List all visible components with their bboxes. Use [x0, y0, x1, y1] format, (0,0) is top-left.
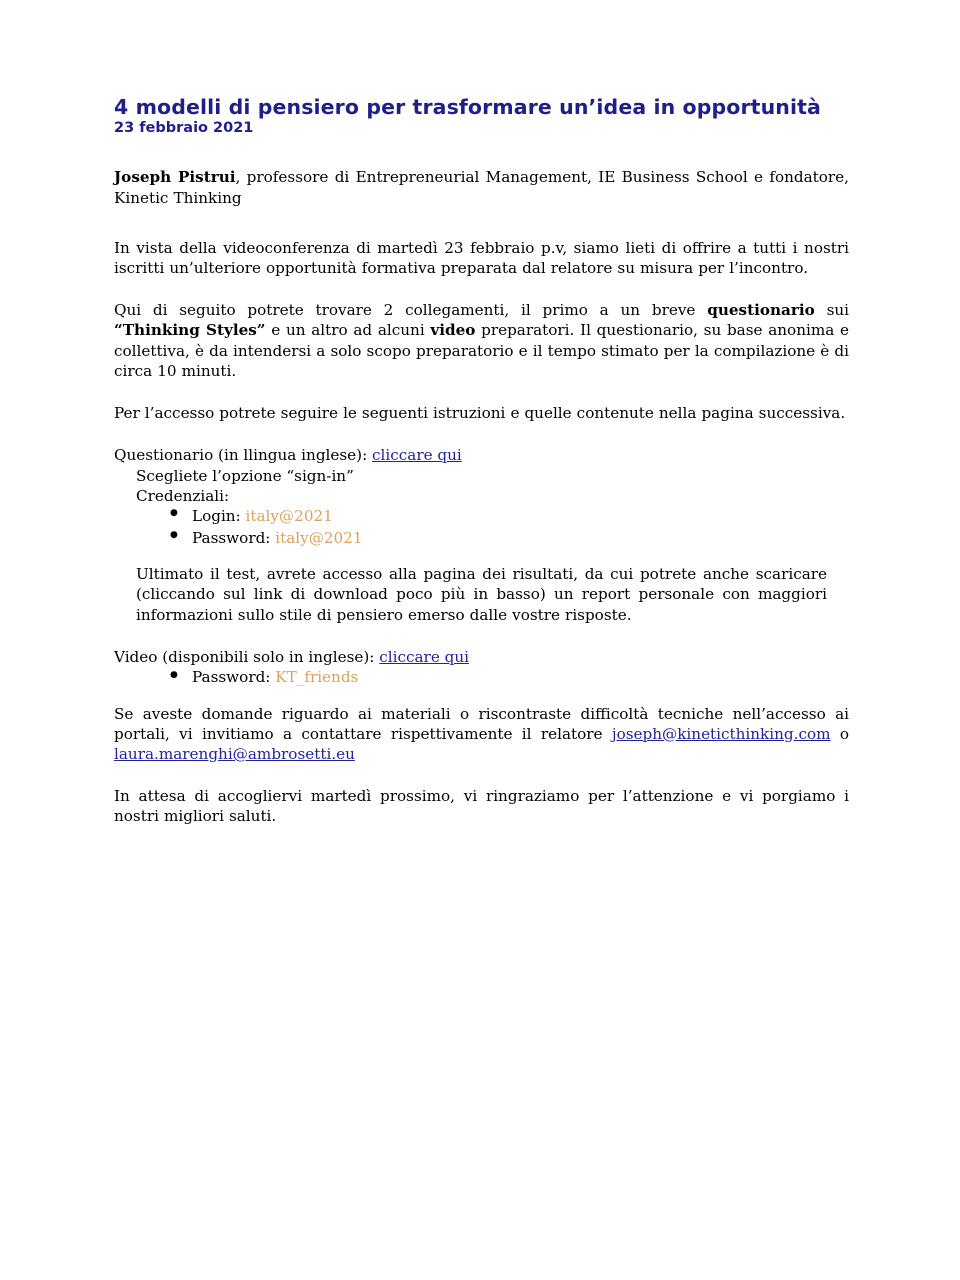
- questionnaire-label-line: [114, 445, 849, 465]
- video-password-value: KT_friends: [275, 668, 359, 686]
- title-block: [114, 96, 849, 137]
- bold-video: video: [430, 321, 476, 340]
- video-link[interactable]: cliccare qui: [379, 647, 469, 666]
- speaker-role: , professore di Entrepreneurial Management, IE Business School e fondatore, Kinetic Thinking: [114, 168, 849, 207]
- questionnaire-credentials-list: [114, 506, 849, 549]
- speaker-email-link[interactable]: joseph@kineticthinking.com: [611, 724, 831, 743]
- video-label: Video (disponibili solo in inglese):: [114, 647, 380, 666]
- after-test-paragraph: Ultimato il test, avrete accesso alla pagina dei risultati, da cui potrete anche scaricare (cliccando sul link di download poco più in basso) un report personale con maggiori informazioni sullo stile di pensiero emerso dalle vostre risposte.: [136, 565, 827, 624]
- support-paragraph: [114, 704, 849, 765]
- list-item: [192, 528, 849, 550]
- document-date: 23 febbraio 2021: [114, 119, 254, 136]
- document-content: [114, 96, 849, 827]
- links-intro-part1: Qui di seguito potrete trovare 2 collegamenti, il primo a un breve: [114, 301, 708, 320]
- password-label: Password:: [192, 528, 276, 547]
- video-label-line: [114, 647, 849, 667]
- questionnaire-block: [114, 445, 849, 549]
- bold-questionario: questionario: [707, 301, 815, 320]
- login-value: italy@2021: [245, 506, 333, 525]
- closing-paragraph: In attesa di accogliervi martedì prossimo, vi ringraziamo per l’attenzione e vi porgiamo i nostri migliori saluti.: [114, 787, 849, 826]
- questionnaire-link[interactable]: cliccare qui: [372, 446, 462, 465]
- organizer-email-link[interactable]: laura.marenghi@ambrosetti.eu: [114, 745, 355, 764]
- speaker-paragraph: [114, 167, 849, 207]
- password-value: italy@2021: [275, 528, 363, 547]
- links-intro-paragraph: [114, 300, 849, 381]
- video-credentials-list: [114, 667, 849, 689]
- links-intro-part4: preparatori. Il questionario, su base anonima e collettiva, è da intendersi a solo scopo preparatorio e il tempo stimato per la compilazione è di circa 10 minuti.: [114, 321, 849, 380]
- spacer: [114, 689, 849, 704]
- video-block: [114, 647, 849, 689]
- login-label: Login:: [192, 506, 246, 525]
- access-paragraph: Per l’accesso potrete seguire le seguenti istruzioni e quelle contenute nella pagina successiva.: [114, 404, 846, 423]
- speaker-name: Joseph Pistrui: [114, 168, 236, 187]
- list-item: [192, 506, 849, 528]
- support-conjunction: o: [830, 724, 850, 743]
- questionnaire-step-signin: Scegliete l’opzione “sign-in”: [136, 466, 354, 485]
- intro-paragraph: In vista della videoconferenza di martedì 23 febbraio p.v, siamo lieti di offrire a tutti i nostri iscritti un’ulteriore opportunità formativa preparata dal relatore su misura per l’incontro.: [114, 238, 849, 277]
- support-text: Se aveste domande riguardo ai materiali o riscontraste difficoltà tecniche nell’accesso ai portali, vi invitiamo a contattare rispettivamente il relatore: [114, 704, 849, 743]
- spacer: [114, 230, 849, 238]
- video-password-label: Password:: [192, 668, 276, 686]
- questionnaire-label: Questionario (in llingua inglese):: [114, 446, 373, 465]
- spacer: [114, 549, 849, 564]
- links-intro-part2: sui: [814, 301, 850, 320]
- bold-thinking-styles: “Thinking Styles”: [114, 321, 266, 340]
- page-title: 4 modelli di pensiero per trasformare un’idea in opportunità: [114, 95, 821, 119]
- list-item: [192, 667, 849, 689]
- questionnaire-credentials-label: Credenziali:: [136, 486, 230, 505]
- links-intro-part3: e un altro ad alcuni: [265, 321, 431, 340]
